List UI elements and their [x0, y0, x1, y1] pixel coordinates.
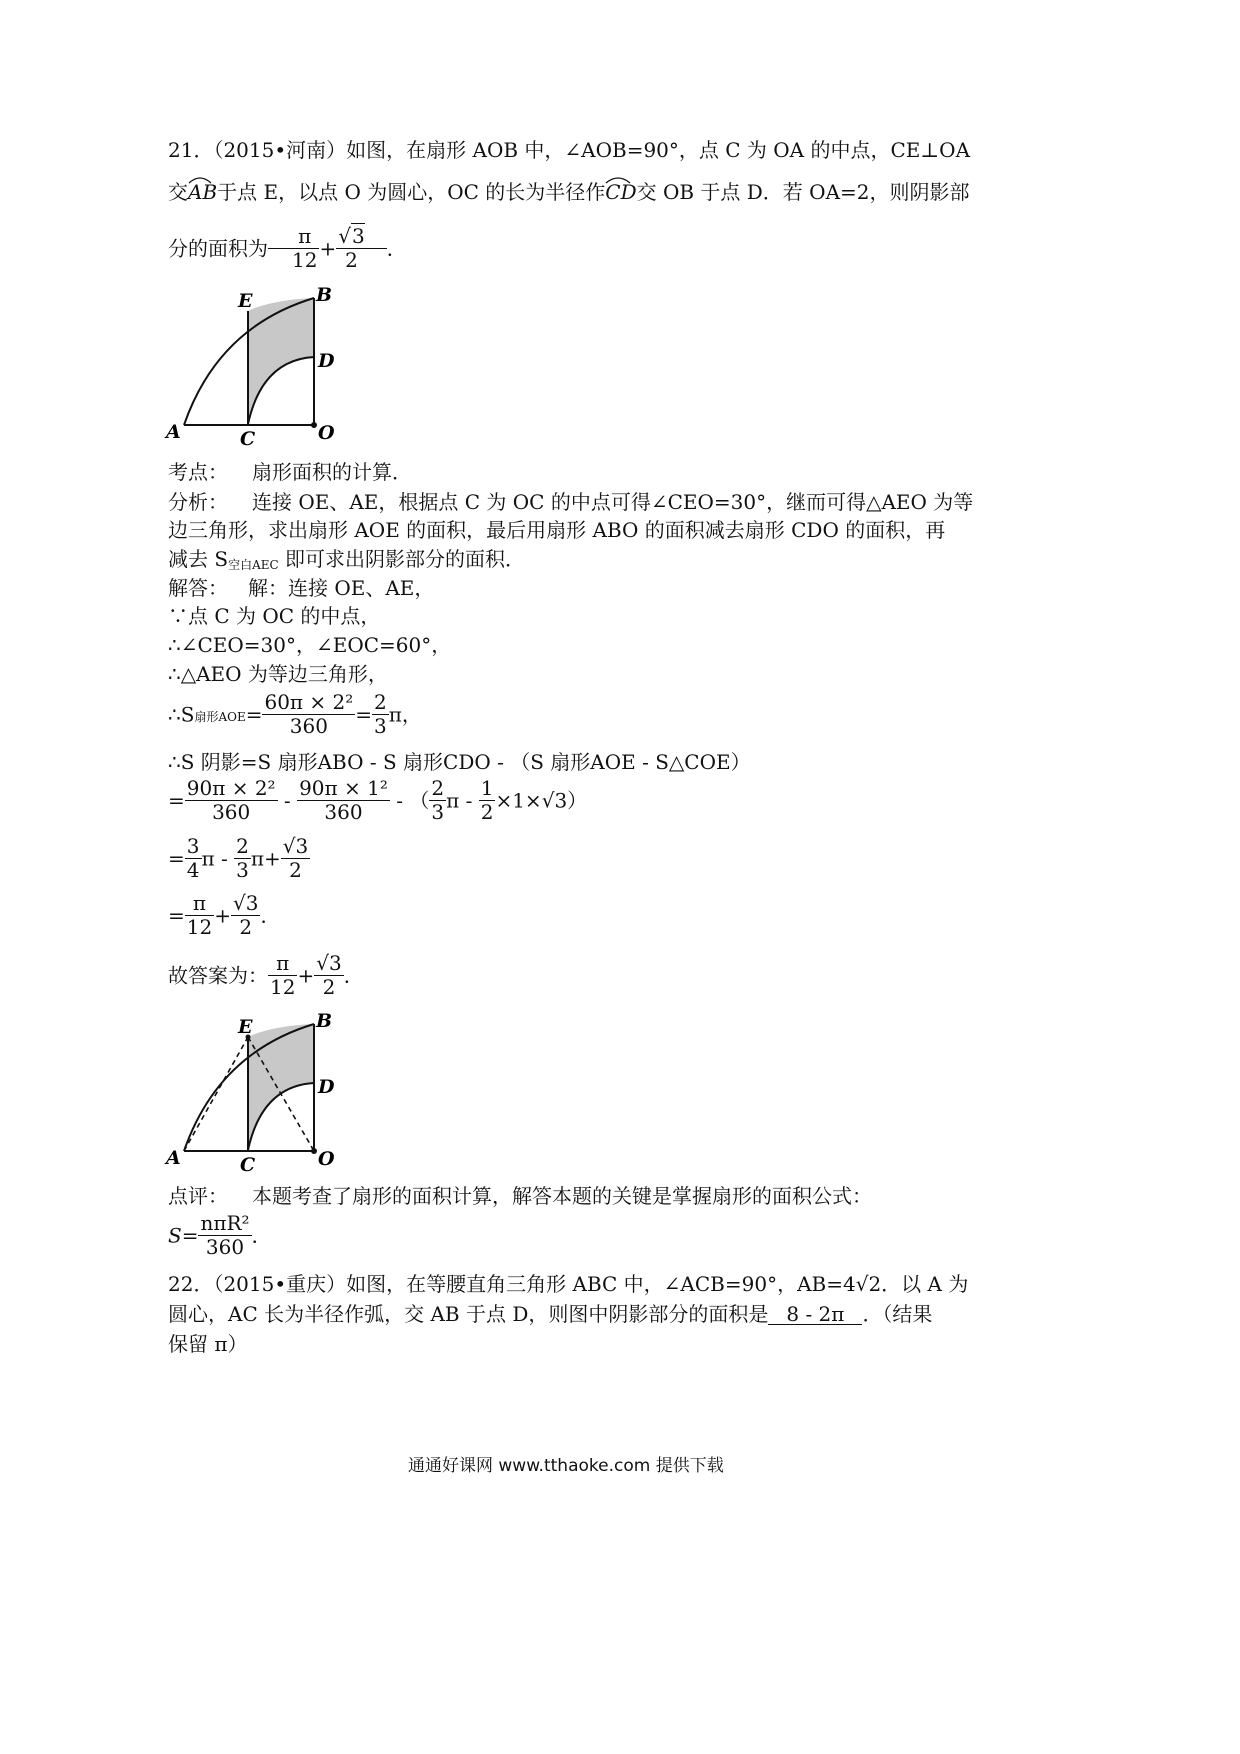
label-b: B [316, 284, 333, 306]
q21-text: 分的面积为 [168, 236, 268, 261]
frac-denominator: 2 [322, 975, 336, 999]
step-7 [168, 836, 310, 881]
fenxi-row-2: 边三角形，求出扇形 AOE 的面积，最后用扇形 ABO 的面积减去扇形 CDO 的面积，再 [168, 518, 946, 542]
dianping-row [168, 1186, 872, 1206]
plus-sign: + [319, 236, 337, 261]
fraction [297, 778, 390, 823]
dianping-label: 点评： [168, 1184, 228, 1208]
math-text: = [355, 702, 373, 727]
area-formula [168, 1213, 272, 1258]
math-text: S= [168, 1223, 199, 1248]
frac-denominator: 2 [480, 800, 494, 824]
math-text: - （ [389, 788, 430, 813]
q21-line-2 [168, 182, 970, 202]
step-1: ∵点 C 为 OC 的中点， [168, 604, 381, 628]
q22-line-3: 保留 π） [168, 1332, 248, 1356]
arc-ab-label: AB [188, 180, 218, 204]
fraction [198, 1213, 251, 1258]
math-text: + [214, 903, 231, 928]
step-8 [168, 893, 280, 938]
kaodian-text: 扇形面积的计算． [252, 460, 412, 484]
fraction [234, 836, 251, 881]
dianping-text: 本题考查了扇形的面积计算，解答本题的关键是掌握扇形的面积公式： [252, 1184, 872, 1208]
kaodian-row [168, 462, 412, 482]
sector-figure-1 [160, 280, 360, 450]
frac-denominator: 4 [186, 858, 200, 882]
answer-blank-right [367, 248, 387, 249]
fenxi-row-1 [168, 492, 973, 512]
frac-numerator: 1 [480, 776, 494, 800]
math-text: ． [343, 963, 364, 988]
frac-denominator: 360 [324, 800, 363, 824]
fenxi-text: 连接 OE、AE，根据点 C 为 OC 的中点可得∠CEO=30°，继而可得△AEO 为等 [252, 490, 974, 514]
label-d: D [318, 350, 335, 372]
q21-line-1: 21．（2015•河南）如图，在扇形 AOB 中，∠AOB=90°，点 C 为 OA 的中点，CE⊥OA [168, 138, 971, 162]
label-e: E [238, 290, 253, 312]
jieda-row [168, 578, 434, 598]
q22-text: 圆心，AC 长为半径作弧，交 AB 于点 D，则图中阴影部分的面积是 [168, 1302, 769, 1326]
math-text: = [245, 702, 263, 727]
kaodian-label: 考点： [168, 460, 228, 484]
fraction [262, 692, 355, 737]
point-o [311, 1148, 317, 1154]
frac-denominator: 360 [289, 714, 328, 738]
q21-text: 于点 E，以点 O 为圆心，OC 的长为半径作 [217, 180, 606, 204]
frac-numerator: π [290, 226, 319, 249]
math-text: ∴S [168, 702, 195, 727]
frac-numerator: 90π × 1² [299, 776, 388, 800]
label-d: D [318, 1076, 335, 1098]
frac-numerator: 2 [236, 834, 249, 858]
answer-fraction-pi-12 [290, 226, 319, 271]
math-text: ． [260, 903, 281, 928]
step-6 [168, 778, 587, 823]
fraction [231, 893, 260, 938]
fraction [479, 778, 496, 823]
label-a: A [166, 1147, 181, 1169]
frac-numerator: 90π × 2² [186, 776, 276, 800]
sector-figure-2 [160, 1006, 360, 1176]
point-o [311, 422, 317, 428]
fraction [185, 836, 202, 881]
q21-text: 交 OB 于点 D．若 OA=2，则阴影部 [636, 180, 970, 204]
math-text: - [277, 788, 298, 813]
frac-denominator: 360 [212, 800, 251, 824]
subscript: 空白AEC [228, 558, 279, 572]
q22-line-1: 22．（2015•重庆）如图，在等腰直角三角形 ABC 中，∠ACB=90°，AB=4√2．以 A 为 [168, 1272, 969, 1296]
label-o: O [318, 422, 335, 444]
frac-denominator: 3 [236, 858, 249, 882]
fraction [429, 778, 446, 823]
fraction [314, 953, 343, 998]
label-e: E [238, 1016, 253, 1038]
math-text: = [168, 788, 185, 813]
frac-denominator: 12 [186, 915, 213, 939]
arc-cd-notation [605, 182, 636, 202]
fenxi-text: 减去 S [168, 547, 229, 571]
fraction [185, 893, 214, 938]
period: ． [386, 236, 407, 261]
fraction [281, 836, 310, 881]
step-5: ∴S 阴影=S 扇形ABO - S 扇形CDO - （S 扇形AOE - S△COE） [168, 750, 751, 774]
frac-denominator: 360 [205, 1235, 245, 1259]
frac-numerator: 2 [374, 690, 387, 714]
math-text: ． [251, 1223, 272, 1248]
fenxi-row-3 [168, 547, 526, 572]
answer-label: 故答案为： [168, 963, 268, 988]
frac-denominator: 3 [374, 714, 387, 738]
label-c: C [240, 1154, 256, 1176]
frac-numerator: π [268, 953, 297, 976]
dashed-segment-ae [184, 1037, 248, 1151]
q22-text: ．（结果 [862, 1302, 933, 1326]
fraction [185, 778, 278, 823]
label-b: B [316, 1010, 333, 1032]
shaded-region [248, 298, 314, 424]
math-text: π， [388, 702, 422, 727]
frac-denominator: 12 [292, 248, 318, 272]
jieda-text: 解：连接 OE、AE， [248, 576, 435, 600]
fraction [268, 953, 297, 998]
shaded-region [248, 1024, 314, 1150]
math-text: π+ [250, 846, 281, 871]
label-c: C [240, 428, 256, 450]
q21-text: 交 [168, 180, 188, 204]
fenxi-label: 分析： [168, 490, 228, 514]
q22-answer-blank: 8 - 2π [768, 1304, 862, 1325]
frac-numerator: 60π × 2² [264, 690, 354, 714]
frac-denominator: 2 [289, 858, 302, 882]
q22-line-2 [168, 1304, 932, 1325]
math-text: π - [446, 788, 479, 813]
fraction [372, 692, 389, 737]
math-text: = [168, 846, 185, 871]
label-a: A [166, 421, 181, 443]
math-text: + [297, 963, 315, 988]
frac-numerator: 2 [431, 776, 445, 800]
frac-numerator: π [185, 893, 214, 916]
frac-numerator: 3 [186, 834, 200, 858]
answer-fraction-sqrt3-2 [336, 226, 366, 271]
arc-ab-notation [188, 182, 217, 202]
frac-denominator: 3 [431, 800, 445, 824]
frac-numerator: √3 [232, 891, 259, 915]
frac-denominator: 2 [345, 248, 358, 272]
frac-numerator: √3 [316, 951, 342, 975]
step-4 [168, 692, 422, 737]
subscript: 扇形AOE [194, 709, 246, 724]
jieda-label: 解答： [168, 576, 228, 600]
frac-denominator: 12 [270, 975, 296, 999]
fenxi-text: 即可求出阴影部分的面积． [285, 547, 526, 571]
frac-numerator: √3 [282, 834, 309, 858]
arc-cd-label: CD [605, 180, 637, 204]
math-text: = [168, 903, 185, 928]
page-footer: 通通好课网 www.tthaoke.com 提供下载 [408, 1456, 724, 1476]
q21-line-3 [168, 226, 407, 271]
math-text: π - [201, 846, 235, 871]
step-2: ∴∠CEO=30°，∠EOC=60°， [168, 633, 452, 657]
answer-blank-left [268, 248, 290, 249]
step-3: ∴△AEO 为等边三角形， [168, 662, 388, 686]
answer-row [168, 953, 364, 998]
frac-numerator: √3 [338, 224, 365, 248]
frac-denominator: 2 [239, 915, 253, 939]
frac-numerator: nπR² [200, 1211, 250, 1235]
math-text: ×1×√3） [495, 788, 588, 813]
label-o: O [318, 1148, 335, 1170]
sqrt-radicand: 3 [351, 224, 365, 248]
